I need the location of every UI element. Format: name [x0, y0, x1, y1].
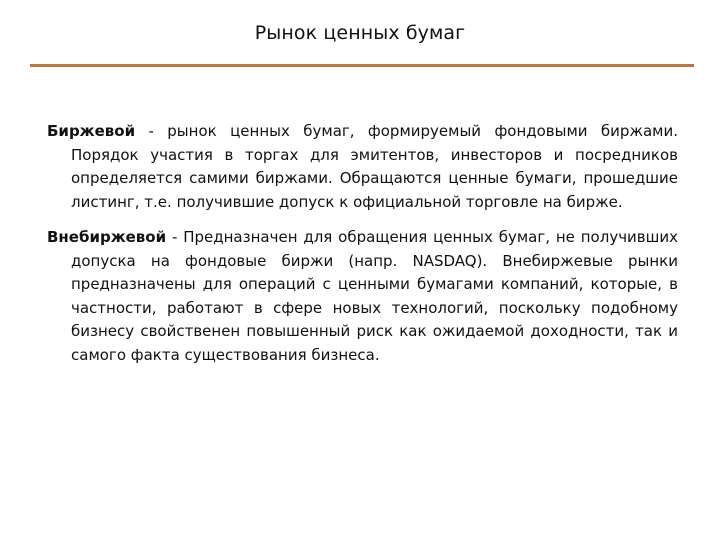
term-exchange: Биржевой	[47, 122, 136, 140]
slide-body	[47, 120, 678, 379]
term-otc: Внебиржевой	[47, 228, 167, 246]
definition-exchange: - рынок ценных бумаг, формируемый фондовыми биржами. Порядок участия в торгах для эмитентов, инвесторов и посредников определяется самими биржами. Обращаются ценные бумаги, прошедшие листинг, т.е. получившие допуск к официальной торговле на бирже.	[71, 122, 678, 211]
definition-otc: - Предназначен для обращения ценных бумаг, не получивших допуска на фондовые биржи (напр. NASDAQ). Внебиржевые рынки предназначены для операций с ценными бумагами компаний, которые, в частности, работают в сфере новых технологий, поскольку подобному бизнесу свойственен повышенный риск как ожидаемой доходности, так и самого факта существования бизнеса.	[71, 228, 678, 364]
paragraph-exchange-market	[47, 120, 678, 214]
title-divider	[30, 64, 694, 67]
paragraph-otc-market	[47, 226, 678, 367]
slide-title: Рынок ценных бумаг	[254, 22, 466, 44]
